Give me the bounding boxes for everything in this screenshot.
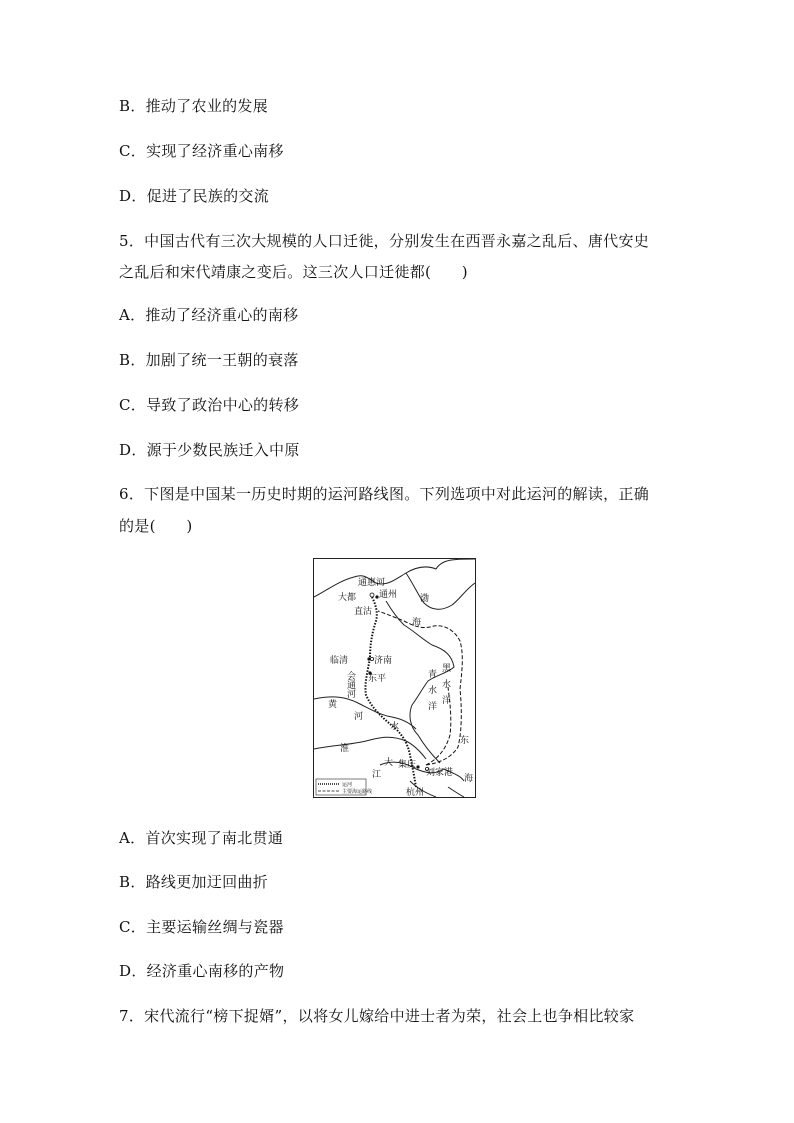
dadu-marker	[370, 593, 374, 597]
map-label-dong: 东	[460, 736, 470, 746]
q5-stem-line1: 5．中国古代有三次大规模的人口迁徙，分别发生在西晋永嘉之乱后、唐代安史	[119, 232, 650, 250]
q6-stem-line1: 6．下图是中国某一历史时期的运河路线图。下列选项中对此运河的解读，正确	[119, 485, 650, 503]
jiqing-marker	[416, 765, 419, 768]
map-label-jinan: 济南	[374, 656, 393, 666]
map-label-hai2: 海	[464, 774, 474, 784]
canal-map	[313, 558, 476, 798]
q4-option-c: C．实现了经济重心南移	[119, 142, 284, 160]
q7-stem-line1: 7．宋代流行“榜下捉婿”，以将女儿嫁给中进士者为荣，社会上也争相比较家	[119, 1007, 635, 1025]
map-label-shui1: 水	[428, 686, 438, 696]
map-label-hei: 黑	[442, 664, 452, 674]
q5-option-a: A．推动了经济重心的南移	[119, 306, 299, 324]
map-label-yang1: 洋	[428, 702, 438, 712]
map-label-hai1: 海	[412, 618, 422, 628]
map-label-jiang: 江	[372, 770, 382, 780]
map-label-he: 河	[354, 712, 364, 722]
map-label-liujiagang: 刘家港	[426, 768, 454, 778]
map-label-tonghuihe: 通惠河	[358, 578, 386, 588]
map-label-da: 大	[384, 758, 394, 768]
map-label-linqing: 临清	[330, 656, 349, 666]
q6-option-d: D．经济重心南移的产物	[119, 962, 285, 980]
q6-option-a: A．首次实现了南北贯通	[119, 829, 284, 847]
map-label-shui3: 水	[390, 722, 400, 732]
map-label-yang2: 洋	[442, 696, 452, 706]
q5-option-c: C．导致了政治中心的转移	[119, 396, 300, 414]
map-label-huang: 黄	[328, 700, 338, 710]
map-label-qing: 青	[428, 670, 438, 680]
map-label-dadu: 大都	[338, 593, 357, 603]
map-label-shui2: 水	[442, 680, 452, 690]
canal-map-drawing	[314, 559, 475, 797]
q6-option-c: C．主要运输丝绸与瓷器	[119, 918, 284, 936]
map-label-hangzhou: 杭州	[406, 788, 425, 797]
bohai-coast-line	[406, 573, 475, 609]
map-label-tongzhou: 通州	[379, 590, 398, 600]
legend-canal-label: 运河	[342, 782, 353, 788]
map-label-zhigu: 直沽	[354, 607, 373, 617]
q5-option-b: B．加剧了统一王朝的衰落	[119, 351, 299, 369]
q6-stem-line2: 的是( )	[119, 517, 193, 535]
q4-option-b: B．推动了农业的发展	[119, 97, 269, 115]
q4-option-d: D．促进了民族的交流	[119, 187, 270, 205]
map-label-huai: 淮	[340, 744, 350, 754]
map-label-jiqing: 集庆	[398, 760, 417, 770]
legend-sea-route-label: 主要海运路线	[342, 789, 373, 795]
q5-stem-line2: 之乱后和宋代靖康之变后。这三次人口迁徙都( )	[119, 263, 468, 281]
q5-option-d: D．源于少数民族迁入中原	[119, 441, 300, 459]
map-label-bo: 渤	[420, 594, 430, 604]
south-coast-line	[448, 787, 464, 797]
map-label-huitonghe: 会通河	[345, 671, 355, 698]
map-label-dongping: 东平	[368, 674, 387, 684]
q6-option-b: B．路线更加迂回曲折	[119, 873, 269, 891]
